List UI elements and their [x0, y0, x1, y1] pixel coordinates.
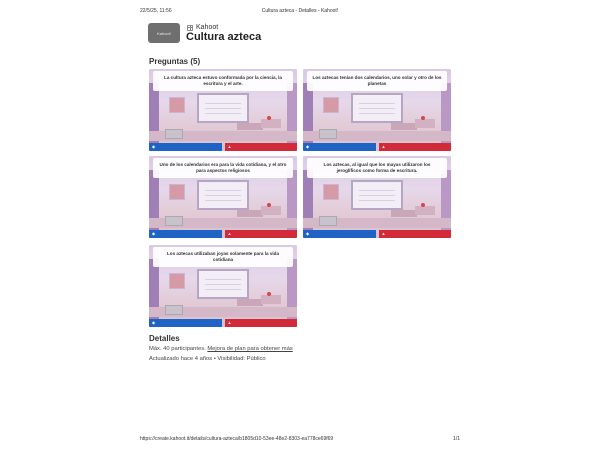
brand [187, 24, 218, 31]
questions-heading: Preguntas (5) [149, 57, 201, 66]
print-url: https://create.kahoot.it/details/cultura-azteca/b1805d10-53ee-48e2-8303-ea778ce69f69 [140, 436, 334, 442]
answer-bar [149, 143, 297, 151]
triangle-icon: ▲ [227, 144, 232, 149]
answer-bar [303, 230, 451, 238]
kahoot-cover-image: Kahoot! [148, 23, 180, 43]
diamond-icon: ◆ [152, 144, 156, 149]
poster-decoration [169, 273, 185, 289]
question-text-box [153, 158, 293, 178]
question-text-box [307, 71, 447, 91]
triangle-icon: ▲ [227, 320, 232, 325]
answer-false [225, 143, 298, 151]
print-datetime: 22/5/25, 11:56 [140, 8, 172, 14]
answer-false [225, 319, 298, 327]
question-card[interactable] [149, 69, 297, 151]
answer-true [149, 319, 222, 327]
diamond-icon: ◆ [306, 231, 310, 236]
triangle-icon: ▲ [381, 144, 386, 149]
answer-bar [303, 143, 451, 151]
kahoot-title: Cultura azteca [186, 31, 262, 43]
diamond-icon: ◆ [152, 320, 156, 325]
whiteboard-decoration [197, 180, 249, 210]
poster-decoration [323, 184, 339, 200]
print-header [0, 8, 600, 18]
answer-false [379, 230, 452, 238]
answer-true [303, 230, 376, 238]
participants-text: Máx. 40 participantes. [149, 346, 206, 352]
whiteboard-decoration [197, 269, 249, 299]
question-text-box [153, 247, 293, 267]
poster-decoration [323, 97, 339, 113]
question-card[interactable] [149, 245, 297, 327]
answer-true [303, 143, 376, 151]
updated-visibility-text: Actualizado hace 4 años • Visibilidad: Público [149, 356, 266, 362]
question-text: Los aztecas tenían dos calendarios, uno solar y otro de los planetas [312, 74, 442, 86]
poster-decoration [169, 97, 185, 113]
brand-name: Kahoot [196, 24, 219, 31]
answer-false [379, 143, 452, 151]
diamond-icon: ◆ [306, 144, 310, 149]
answer-bar [149, 230, 297, 238]
whiteboard-decoration [197, 93, 249, 123]
participants-line [149, 346, 293, 352]
poster-decoration [169, 184, 185, 200]
whiteboard-decoration [351, 93, 403, 123]
question-text-box [153, 71, 293, 91]
question-text: Los aztecas utilizaban joyas solamente para la vida cotidiana [166, 250, 280, 262]
triangle-icon: ▲ [381, 231, 386, 236]
question-text: La cultura azteca estuvo conformada por la ciencia, la escritura y el arte. [164, 74, 282, 86]
question-card[interactable] [303, 69, 451, 151]
question-card[interactable] [303, 156, 451, 238]
print-page-number: 1/1 [453, 436, 460, 442]
answer-true [149, 143, 222, 151]
question-text-box [307, 158, 447, 178]
answer-false [225, 230, 298, 238]
upgrade-plan-link[interactable]: Mejora de plan para obtener más [207, 346, 293, 352]
answer-true [149, 230, 222, 238]
question-text: Uno de los calendarios era para la vida cotidiana, y el otro para aspectos religiosos [159, 161, 287, 173]
details-heading: Detalles [149, 334, 180, 343]
answer-bar [149, 319, 297, 327]
diamond-icon: ◆ [152, 231, 156, 236]
triangle-icon: ▲ [227, 231, 232, 236]
print-title: Cultura azteca - Detalles - Kahoot! [261, 8, 339, 14]
whiteboard-decoration [351, 180, 403, 210]
kahoot-grid-icon [187, 25, 193, 31]
question-card[interactable] [149, 156, 297, 238]
question-text: Los aztecas, al igual que los mayas utilizaron los jeroglíficos como forma de escritura. [323, 161, 431, 173]
